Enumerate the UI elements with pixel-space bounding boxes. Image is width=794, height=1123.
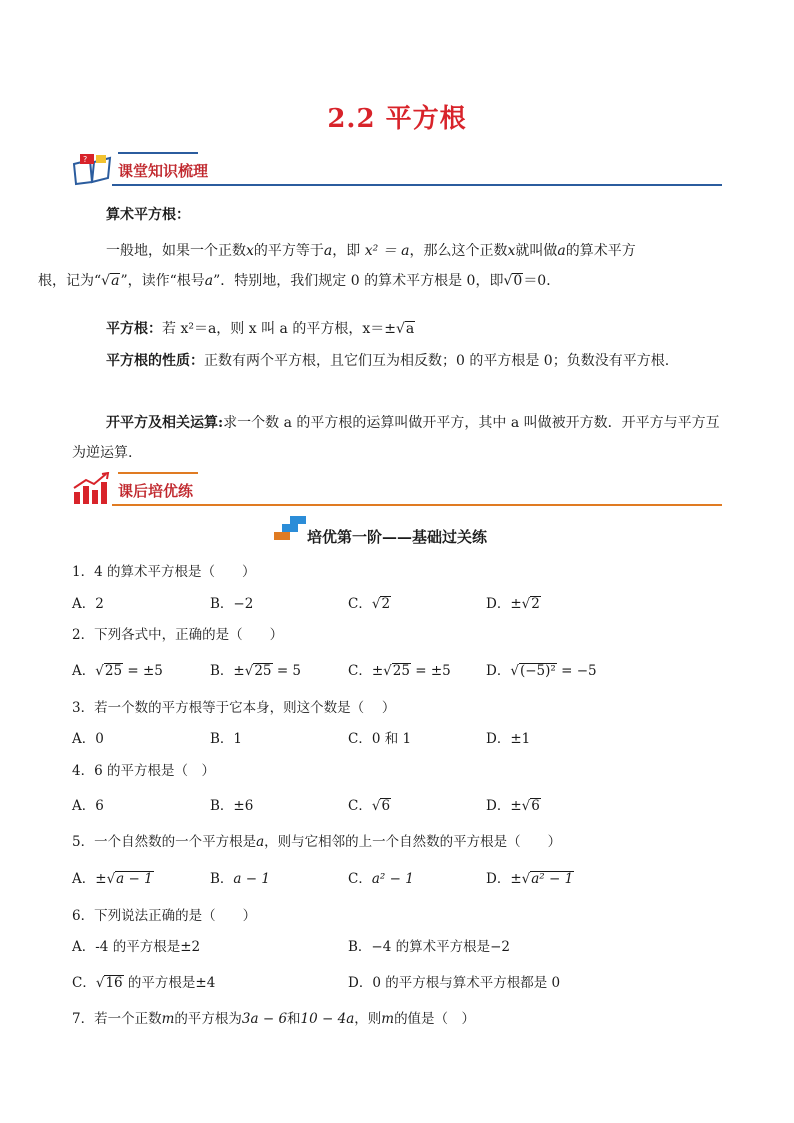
- paragraph: 开平方及相关运算:求一个数 a 的平方根的运算叫做开平方，其中 a 叫做被开方数．开平方与平方互为逆运算.: [72, 415, 720, 461]
- option-c: C．a² − 1: [348, 871, 414, 887]
- option-d: D．±√6: [486, 798, 540, 814]
- option-a: A．6: [72, 798, 104, 814]
- option-a: A．±√a − 1: [72, 871, 153, 887]
- option-c: C．0 和 1: [348, 731, 412, 747]
- option-d: D．√(−5)² = −5: [486, 663, 597, 679]
- option-a: A．-4 的平方根是±2: [72, 939, 201, 955]
- section-header-practice: [72, 470, 722, 510]
- question-stem: 4．6 的平方根是（ ）: [72, 763, 215, 779]
- option-b: B．−2: [210, 596, 254, 612]
- page-title: 2.2 平方根: [327, 104, 467, 134]
- tier-heading: 培优第一阶——基础过关练: [306, 528, 487, 546]
- question-stem: 5．一个自然数的一个平方根是a，则与它相邻的上一个自然数的平方根是（ ）: [72, 834, 562, 850]
- option-b: B．±6: [210, 798, 254, 814]
- option-a: A．√25 = ±5: [72, 663, 163, 679]
- option-d: D．±√2: [486, 596, 540, 612]
- option-b: B．1: [210, 731, 243, 747]
- option-c: C．√16 的平方根是±4: [72, 975, 216, 991]
- option-a: A．0: [72, 731, 104, 747]
- paragraph: 一般地，如果一个正数x的平方等于a，即 x² ＝ a，那么这个正数x就叫做a的算术平方 根，记为“√a”，读作“根号a”．特别地，我们规定 0 的算术平方根是 0，即√0＝0．: [38, 243, 636, 289]
- paragraph: 平方根：若 x²＝a，则 x 叫 a 的平方根，x＝±√a: [106, 321, 415, 337]
- option-c: C．±√25 = ±5: [348, 663, 451, 679]
- book-icon: [72, 152, 112, 186]
- growth-chart-icon: [72, 472, 112, 506]
- paragraph: 平方根的性质：正数有两个平方根，且它们互为相反数；0 的平方根是 0；负数没有平方根.: [106, 353, 670, 369]
- question-stem: 2．下列各式中，正确的是（ ）: [72, 627, 284, 643]
- option-d: D．±√a² − 1: [486, 871, 574, 887]
- question-stem: 6．下列说法正确的是（ ）: [72, 908, 257, 924]
- paragraph: 算术平方根：: [106, 207, 190, 223]
- option-b: B．±√25 = 5: [210, 663, 302, 679]
- section-header-knowledge: [72, 150, 722, 190]
- question-stem: 3．若一个数的平方根等于它本身，则这个数是（ ）: [72, 700, 396, 716]
- section-label: 课堂知识梳理: [118, 162, 209, 180]
- option-d: D．±1: [486, 731, 531, 747]
- svg-text:?: ?: [83, 155, 88, 164]
- option-c: C．√6: [348, 798, 391, 814]
- option-b: B．−4 的算术平方根是−2: [348, 939, 511, 955]
- option-a: A．2: [72, 596, 104, 612]
- question-stem: 1．4 的算术平方根是（ ）: [72, 564, 256, 580]
- option-d: D．0 的平方根与算术平方根都是 0: [348, 975, 561, 991]
- question-stem: 7．若一个正数m的平方根为3a − 6和10 − 4a，则m的值是（ ）: [72, 1011, 476, 1027]
- option-c: C．√2: [348, 596, 391, 612]
- section-label: 课后培优练: [118, 482, 194, 500]
- option-b: B．a − 1: [210, 871, 270, 887]
